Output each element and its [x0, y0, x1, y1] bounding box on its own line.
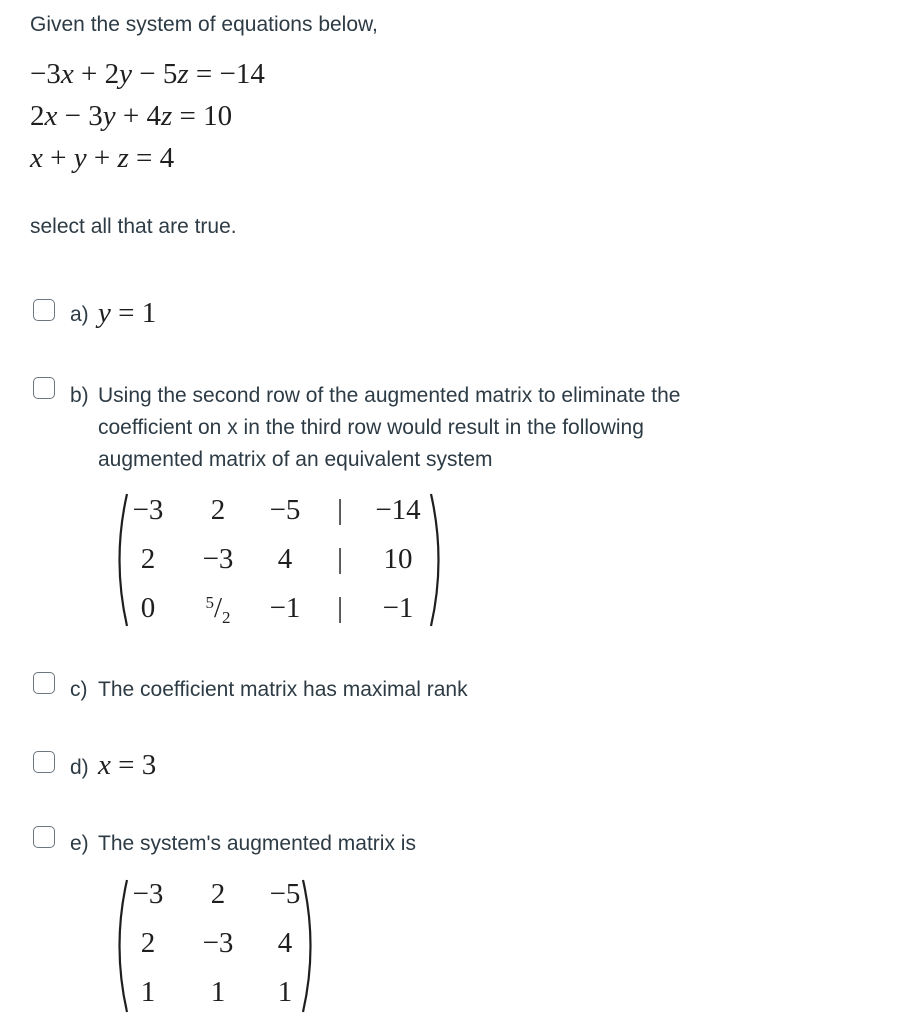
checkbox-e[interactable] — [33, 826, 55, 848]
option-b-letter: b) — [70, 384, 89, 407]
checkbox-b[interactable] — [33, 377, 55, 399]
matrix-b-separator: | — [337, 592, 343, 624]
question-intro: Given the system of equations below, — [30, 13, 378, 36]
instruction-text: select all that are true. — [30, 215, 237, 238]
matrix-e-right-paren — [300, 878, 320, 1014]
matrix-b-separator: | — [337, 543, 343, 575]
option-b-text-line1: Using the second row of the augmented matrix to eliminate the — [98, 384, 681, 407]
matrix-e-cell: 1 — [140, 976, 156, 1008]
equation-1: −3x + 2y − 5z = −14 — [30, 58, 265, 90]
matrix-b-cell: −1 — [269, 592, 301, 624]
option-c-text: The coefficient matrix has maximal rank — [98, 678, 468, 701]
option-e-text: The system's augmented matrix is — [98, 832, 416, 855]
matrix-e-cell: 4 — [277, 927, 293, 959]
option-c-letter: c) — [70, 678, 88, 701]
option-a-math: y = 1 — [98, 297, 157, 329]
matrix-e-cell: 1 — [277, 976, 293, 1008]
option-a-letter: a) — [70, 303, 89, 326]
matrix-b-separator: | — [337, 494, 343, 526]
matrix-b-cell: −3 — [202, 543, 234, 575]
matrix-e-left-paren — [110, 878, 130, 1014]
matrix-b-cell: −5 — [269, 494, 301, 526]
matrix-b-cell: −3 — [132, 494, 164, 526]
option-b-text-line3: augmented matrix of an equivalent system — [98, 448, 493, 471]
matrix-b-cell: 10 — [383, 543, 413, 575]
option-d-math: x = 3 — [98, 749, 157, 781]
matrix-b-right-paren — [428, 492, 448, 628]
matrix-b-cell: −1 — [382, 592, 414, 624]
checkbox-d[interactable] — [33, 751, 55, 773]
matrix-b-cell: −14 — [375, 494, 421, 526]
checkbox-c[interactable] — [33, 672, 55, 694]
equation-2: 2x − 3y + 4z = 10 — [30, 100, 233, 132]
matrix-b-cell: 2 — [210, 494, 226, 526]
matrix-e-cell: −3 — [202, 927, 234, 959]
matrix-e-cell: 2 — [210, 878, 226, 910]
matrix-b-left-paren — [110, 492, 130, 628]
matrix-b-cell: 2 — [140, 543, 156, 575]
checkbox-a[interactable] — [33, 299, 55, 321]
matrix-b-fraction-cell: $^5/_2$ — [205, 592, 231, 627]
matrix-b-cell: 0 — [140, 592, 156, 624]
equation-3: x + y + z = 4 — [30, 142, 175, 174]
matrix-e-cell: 1 — [210, 976, 226, 1008]
matrix-e-cell: −5 — [269, 878, 301, 910]
option-d-letter: d) — [70, 756, 89, 779]
matrix-b-cell: 4 — [277, 543, 293, 575]
matrix-e-cell: 2 — [140, 927, 156, 959]
option-b-text-line2: coefficient on x in the third row would result in the following — [98, 416, 644, 439]
option-e-letter: e) — [70, 832, 89, 855]
matrix-e-cell: −3 — [132, 878, 164, 910]
